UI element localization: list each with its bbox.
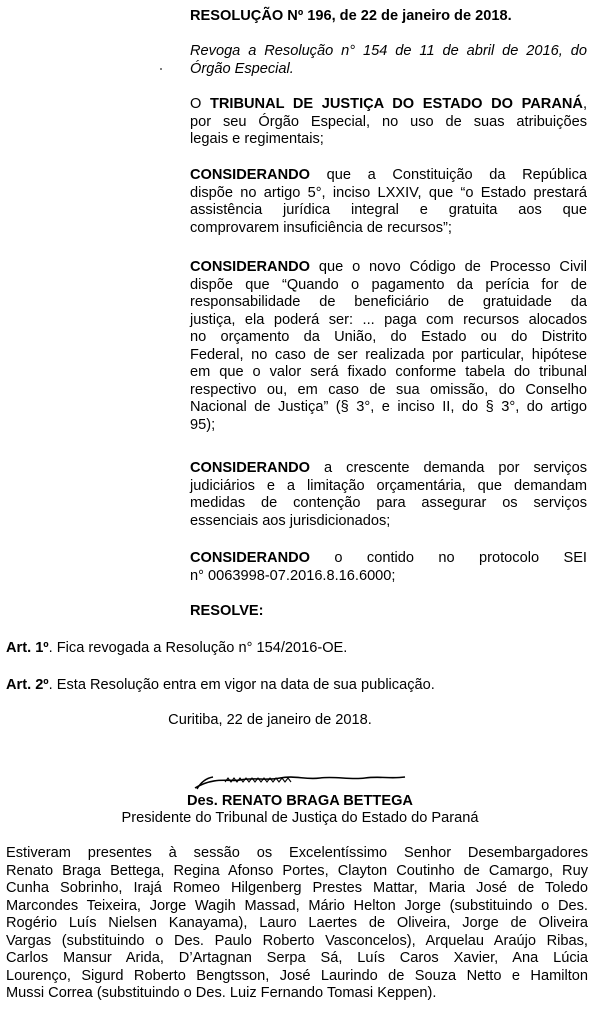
attendance-line: Mussi Correa (substituindo o Des. Luiz Fernando Tomasi Keppen).: [6, 985, 437, 1001]
ementa-line: Órgão Especial.: [190, 60, 294, 77]
preamble: O TRIBUNAL DE JUSTIÇA DO ESTADO DO PARANÁ, por seu Órgão Especial, no uso de suas atribuições legais e regimentais;: [190, 96, 588, 147]
article-label: Art. 1º: [6, 640, 49, 656]
attendance-line: Lourenço, Sigurd Roberto Bengtsson, José Laurindo de Souza Netto e Hamilton: [6, 967, 588, 984]
attendance-line: Rogério Luís Nielsen Kanayama), Lauro Laertes de Oliveira, Jorge de Oliveira: [6, 915, 588, 931]
considerando-label: CONSIDERANDO: [190, 550, 310, 566]
attendance-line: Estiveram presentes à sessão os Excelentíssimo Senhor Desembargadores: [6, 845, 588, 861]
place-date: Curitiba, 22 de janeiro de 2018.: [168, 712, 372, 728]
attendance-line: Marcondes Teixeira, Jorge Wagih Massad, Mário Helton Jorge (substituindo o Des.: [6, 897, 588, 914]
signatory-role: Presidente do Tribunal de Justiça do Estado do Paraná: [121, 810, 479, 826]
signatory-name: Des. RENATO BRAGA BETTEGA: [187, 793, 413, 809]
resolution-title: RESOLUÇÃO Nº 196, de 22 de janeiro de 2018.: [190, 8, 512, 24]
considerando-label: CONSIDERANDO: [190, 167, 310, 183]
handwritten-signature: [185, 768, 415, 796]
attendance-line: Carlos Mansur Arida, D’Artagnan Serpa Sá, Luís Caros Xavier, Ana Lúcia: [6, 950, 588, 966]
attendance-line: Cunha Sobrinho, Irajá Romeo Hilgenberg Prestes Mattar, Maria José de Toledo: [6, 880, 588, 896]
ementa: [190, 43, 587, 78]
scan-speck: [160, 68, 162, 70]
article-1: Art. 1º. Fica revogada a Resolução n° 154/2016-OE.: [6, 640, 348, 656]
article-label: Art. 2º: [6, 677, 49, 693]
preamble-line: legais e regimentais;: [190, 131, 324, 147]
attendance-line: Vargas (substituindo o Des. Paulo Roberto Vasconcelos), Arquelau Araújo Ribas,: [6, 932, 588, 949]
considerando-2: CONSIDERANDO que o novo Código de Processo Civil dispõe que “Quando o pagamento da perícia for de responsabilidade de beneficiário de gratuidade da justiça, ela poderá ser: ... paga com recursos alocados no orçamento da União, do Estado ou do Distrito Federal, no caso de ser realizada por particular, hipótese em que o valor será fixado conforme tabela do tribunal respectivo ou, em caso de sua omissão, do Conselho Nacional de Justiça” (§ 3°, e inciso II, do § 3°, do artigo 95);: [190, 259, 587, 433]
considerando-3: CONSIDERANDO a crescente demanda por serviços judiciários e a limitação orçamentária, que demandam medidas de contenção para assegurar os serviços essenciais aos jurisdicionados;: [190, 460, 587, 529]
considerando-label: CONSIDERANDO: [190, 460, 310, 476]
ementa-line: Revoga a Resolução n° 154 de 11 de abril de 2016, do: [190, 43, 587, 59]
preamble-line: por seu Órgão Especial, no uso de suas atribuições: [190, 113, 587, 130]
attendance-line: Renato Braga Bettega, Regina Afonso Portes, Clayton Coutinho de Camargo, Ruy: [6, 862, 588, 879]
resolve-heading: RESOLVE:: [190, 603, 264, 619]
article-2: Art. 2º. Esta Resolução entra em vigor na data de sua publicação.: [6, 677, 435, 693]
considerando-label: CONSIDERANDO: [190, 259, 310, 275]
tribunal-name: TRIBUNAL DE JUSTIÇA DO ESTADO DO PARANÁ: [209, 96, 583, 112]
considerando-1: CONSIDERANDO que a Constituição da República dispõe no artigo 5°, inciso LXXIV, que “o Estado prestará assistência jurídica integral e gratuita aos que comprovarem insuficiência de recursos”;: [190, 167, 587, 236]
attendance-paragraph: [6, 845, 588, 1003]
considerando-4: CONSIDERANDO o contido no protocolo SEI n° 0063998-07.2016.8.16.6000;: [190, 550, 587, 584]
